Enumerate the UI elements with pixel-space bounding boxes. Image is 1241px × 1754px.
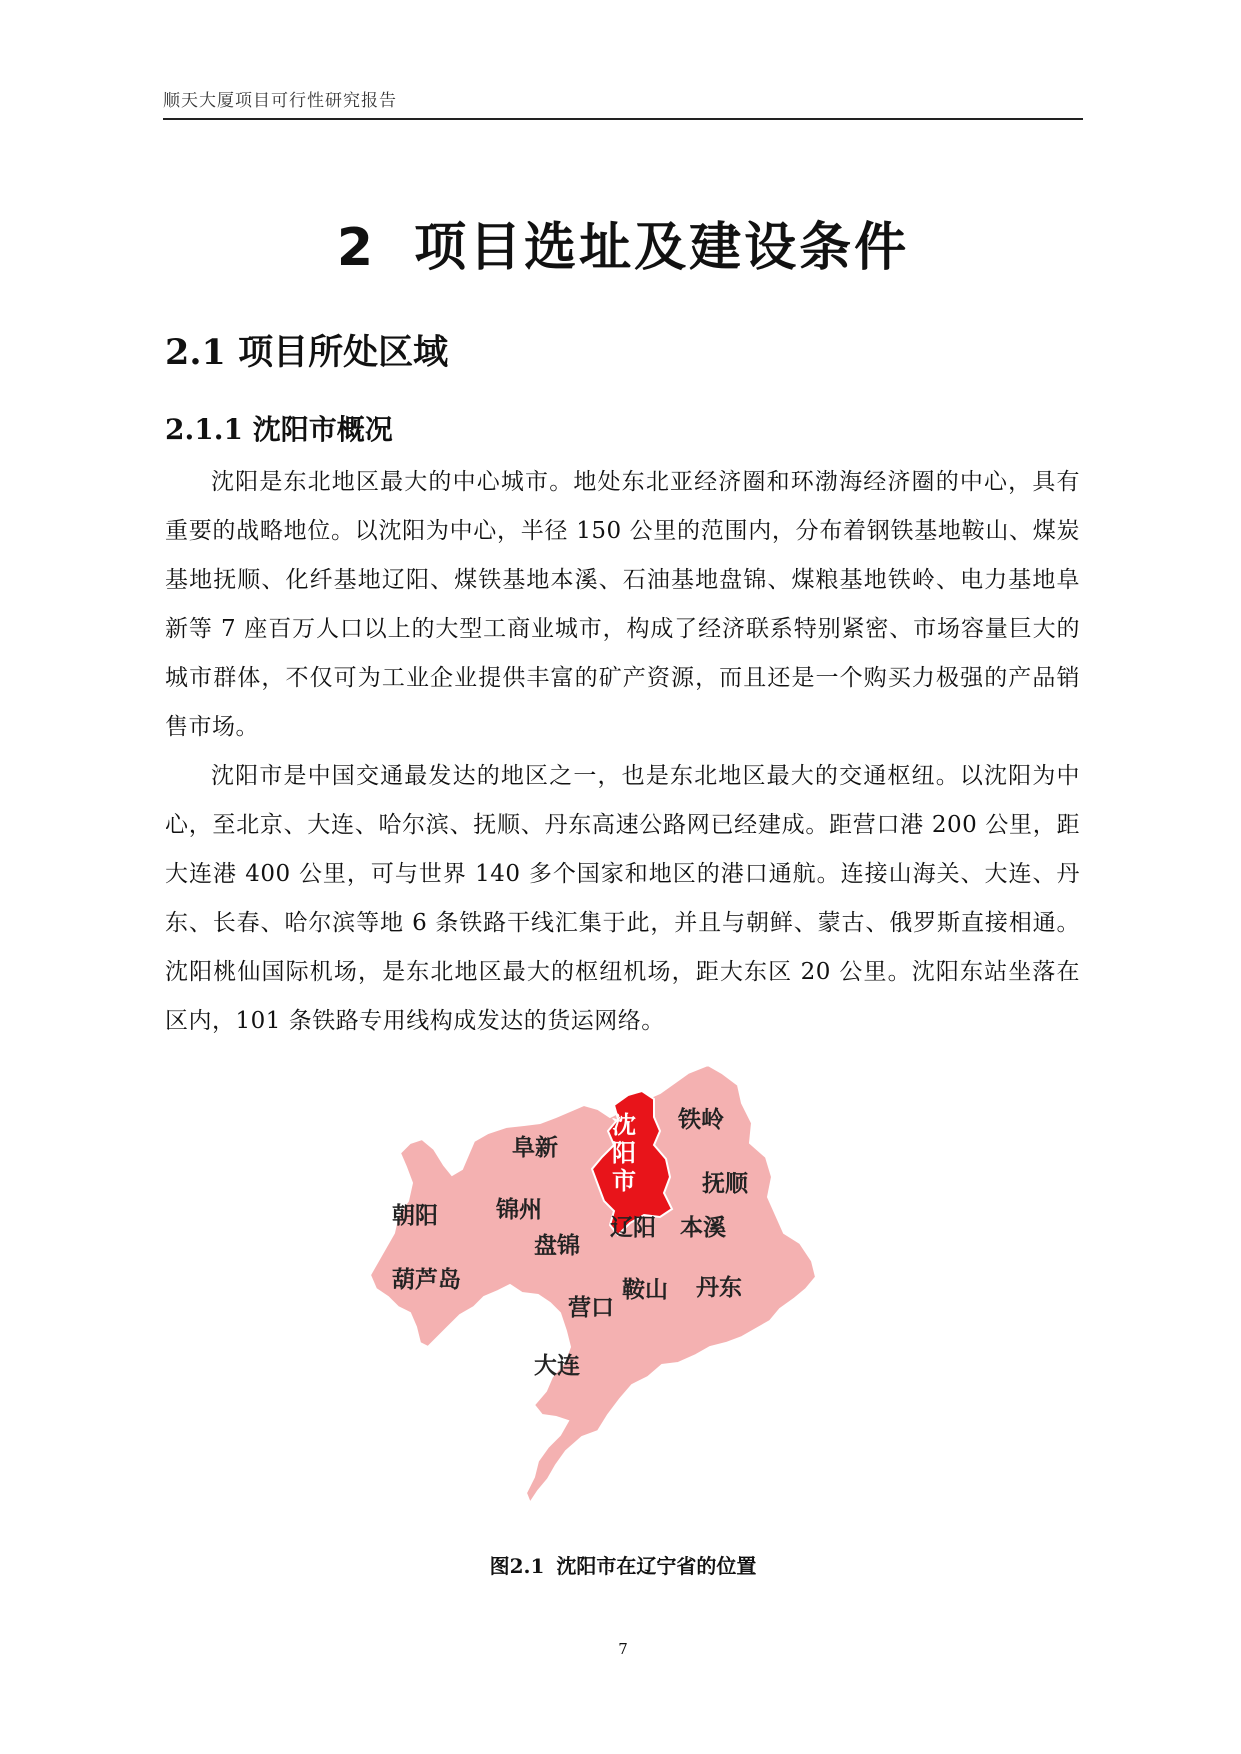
shenyang-label-char: 市 (612, 1167, 636, 1195)
city-label-yingkou: 营口 (568, 1295, 614, 1321)
city-label-anshan: 鞍山 (622, 1277, 668, 1303)
chapter-number: 2 (336, 218, 377, 278)
figure-caption-text: 沈阳市在辽宁省的位置 (556, 1554, 757, 1578)
chapter-title (163, 205, 1083, 280)
section-heading: 2.1 项目所处区域 (165, 332, 449, 373)
paragraph: 沈阳是东北地区最大的中心城市。地处东北亚经济圈和环渤海经济圈的中心，具有重要的战略地位。以沈阳为中心，半径 150 公里的范围内，分布着钢铁基地鞍山、煤炭基地抚顺、化纤基地辽阳、煤铁基地本溪、石油基地盘锦、煤粮基地铁岭、电力基地阜新等 7 座百万人口以上的大型工商业城市，构成了经济联系特别紧密、市场容量巨大的城市群体，不仅可为工业企业提供丰富的矿产资源，而且还是一个购买力极强的产品销售市场。 (165, 469, 1080, 740)
city-label-huludao: 葫芦岛 (392, 1267, 461, 1293)
header-divider (163, 118, 1083, 120)
running-header: 顺天大厦项目可行性研究报告 (163, 91, 397, 111)
page-number: 7 (618, 1640, 628, 1658)
city-label-liaoyang: 辽阳 (610, 1215, 656, 1241)
city-label-fuxin: 阜新 (512, 1135, 558, 1161)
city-label-tieling: 铁岭 (678, 1107, 724, 1133)
city-label-jinzhou: 锦州 (496, 1197, 542, 1223)
city-label-benxi: 本溪 (680, 1215, 726, 1241)
liaoning-map (370, 1065, 870, 1515)
city-label-dandong: 丹东 (696, 1275, 742, 1301)
figure-caption (163, 1550, 1083, 1579)
figure-number: 图2.1 (489, 1554, 545, 1578)
shenyang-label-char: 阳 (612, 1139, 636, 1167)
city-label-dalian: 大连 (534, 1353, 580, 1379)
subsection-heading: 2.1.1 沈阳市概况 (165, 413, 393, 446)
liaoning-map-figure (370, 1065, 870, 1515)
city-label-panjin: 盘锦 (534, 1233, 580, 1259)
city-label-fushun: 抚顺 (702, 1171, 748, 1197)
city-label-chaoyang: 朝阳 (392, 1203, 438, 1229)
paragraph: 沈阳市是中国交通最发达的地区之一，也是东北地区最大的交通枢纽。以沈阳为中心，至北京、大连、哈尔滨、抚顺、丹东高速公路网已经建成。距营口港 200 公里，距大连港 400 公里，可与世界 140 多个国家和地区的港口通航。连接山海关、大连、丹东、长春、哈尔滨等地 6 条铁路干线汇集于此，并且与朝鲜、蒙古、俄罗斯直接相通。沈阳桃仙国际机场，是东北地区最大的枢纽机场，距大东区 20 公里。沈阳东站坐落在区内，101 条铁路专用线构成发达的货运网络。 (165, 763, 1080, 1034)
body-text (165, 458, 1080, 1046)
shenyang-label-char: 沈 (612, 1111, 636, 1139)
chapter-title-text: 项目选址及建设条件 (414, 218, 910, 278)
